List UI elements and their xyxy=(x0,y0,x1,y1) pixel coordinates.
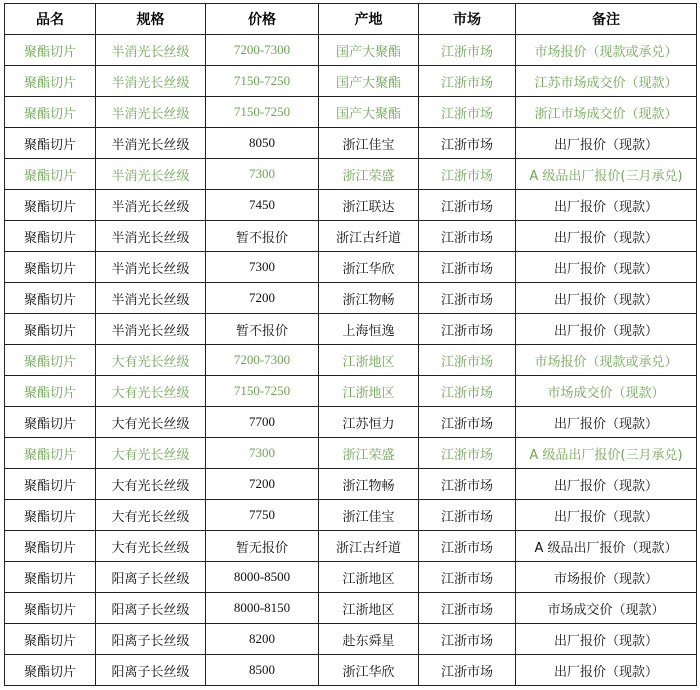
table-row xyxy=(5,314,697,345)
table-row xyxy=(5,35,697,66)
specification-cell: 半消光长丝级 xyxy=(96,221,206,252)
remarks-cell: 出厂报价（现款） xyxy=(516,469,697,500)
specification-cell: 阳离子长丝级 xyxy=(96,624,206,655)
market-cell: 江浙市场 xyxy=(419,190,516,221)
specification-cell: 半消光长丝级 xyxy=(96,252,206,283)
remarks-cell: 出厂报价（现款） xyxy=(516,252,697,283)
market-cell: 江浙市场 xyxy=(419,159,516,190)
market-cell: 江浙市场 xyxy=(419,345,516,376)
price-cell: 7300 xyxy=(206,159,319,190)
price-cell: 8050 xyxy=(206,128,319,159)
remarks-cell: 江苏市场成交价（现款） xyxy=(516,66,697,97)
price-cell: 8200 xyxy=(206,624,319,655)
product-name-cell: 聚酯切片 xyxy=(5,655,96,686)
product-name-cell: 聚酯切片 xyxy=(5,97,96,128)
product-name-cell: 聚酯切片 xyxy=(5,35,96,66)
market-cell: 江浙市场 xyxy=(419,66,516,97)
price-cell: 7300 xyxy=(206,252,319,283)
header-origin: 产地 xyxy=(319,4,419,35)
remarks-cell: 出厂报价（现款） xyxy=(516,190,697,221)
origin-cell: 国产大聚酯 xyxy=(319,97,419,128)
remarks-cell: A 级品出厂报价(三月承兑) xyxy=(516,159,697,190)
specification-cell: 大有光长丝级 xyxy=(96,531,206,562)
product-name-cell: 聚酯切片 xyxy=(5,159,96,190)
product-name-cell: 聚酯切片 xyxy=(5,283,96,314)
origin-cell: 江浙地区 xyxy=(319,345,419,376)
specification-cell: 半消光长丝级 xyxy=(96,283,206,314)
table-row xyxy=(5,159,697,190)
product-name-cell: 聚酯切片 xyxy=(5,190,96,221)
market-cell: 江浙市场 xyxy=(419,283,516,314)
origin-cell: 浙江佳宝 xyxy=(319,128,419,159)
product-name-cell: 聚酯切片 xyxy=(5,407,96,438)
origin-cell: 浙江古纤道 xyxy=(319,531,419,562)
origin-cell: 浙江物畅 xyxy=(319,469,419,500)
product-name-cell: 聚酯切片 xyxy=(5,376,96,407)
specification-cell: 半消光长丝级 xyxy=(96,66,206,97)
product-name-cell: 聚酯切片 xyxy=(5,562,96,593)
specification-cell: 大有光长丝级 xyxy=(96,500,206,531)
origin-cell: 浙江华欣 xyxy=(319,252,419,283)
price-table xyxy=(4,3,697,686)
origin-cell: 江苏恒力 xyxy=(319,407,419,438)
market-cell: 江浙市场 xyxy=(419,500,516,531)
price-cell: 7150-7250 xyxy=(206,97,319,128)
remarks-cell: A 级品出厂报价(三月承兑) xyxy=(516,438,697,469)
table-row xyxy=(5,345,697,376)
origin-cell: 江浙地区 xyxy=(319,562,419,593)
table-row xyxy=(5,655,697,686)
origin-cell: 浙江华欣 xyxy=(319,655,419,686)
product-name-cell: 聚酯切片 xyxy=(5,593,96,624)
table-header-row xyxy=(5,4,697,35)
origin-cell: 江浙地区 xyxy=(319,593,419,624)
table-row xyxy=(5,469,697,500)
specification-cell: 大有光长丝级 xyxy=(96,345,206,376)
remarks-cell: 市场报价（现款或承兑） xyxy=(516,345,697,376)
market-cell: 江浙市场 xyxy=(419,252,516,283)
market-cell: 江浙市场 xyxy=(419,314,516,345)
price-cell: 7200 xyxy=(206,469,319,500)
price-cell: 暂不报价 xyxy=(206,221,319,252)
market-cell: 江浙市场 xyxy=(419,221,516,252)
remarks-cell: 出厂报价（现款） xyxy=(516,655,697,686)
header-market: 市场 xyxy=(419,4,516,35)
origin-cell: 江浙地区 xyxy=(319,376,419,407)
price-cell: 8500 xyxy=(206,655,319,686)
market-cell: 江浙市场 xyxy=(419,35,516,66)
price-cell: 8000-8150 xyxy=(206,593,319,624)
price-cell: 7150-7250 xyxy=(206,376,319,407)
product-name-cell: 聚酯切片 xyxy=(5,469,96,500)
table-row xyxy=(5,624,697,655)
remarks-cell: 出厂报价（现款） xyxy=(516,128,697,159)
remarks-cell: 市场成交价（现款） xyxy=(516,376,697,407)
market-cell: 江浙市场 xyxy=(419,438,516,469)
price-cell: 8000-8500 xyxy=(206,562,319,593)
specification-cell: 阳离子长丝级 xyxy=(96,593,206,624)
table-row xyxy=(5,97,697,128)
table-row xyxy=(5,221,697,252)
market-cell: 江浙市场 xyxy=(419,128,516,159)
header-price: 价格 xyxy=(206,4,319,35)
table-row xyxy=(5,252,697,283)
price-cell: 7700 xyxy=(206,407,319,438)
remarks-cell: 市场成交价（现款） xyxy=(516,593,697,624)
remarks-cell: 出厂报价（现款） xyxy=(516,283,697,314)
remarks-cell: 浙江市场成交价（现款） xyxy=(516,97,697,128)
market-cell: 江浙市场 xyxy=(419,407,516,438)
product-name-cell: 聚酯切片 xyxy=(5,314,96,345)
header-product-name: 品名 xyxy=(5,4,96,35)
table-row xyxy=(5,500,697,531)
market-cell: 江浙市场 xyxy=(419,97,516,128)
specification-cell: 半消光长丝级 xyxy=(96,97,206,128)
remarks-cell: A 级品出厂报价（现款） xyxy=(516,531,697,562)
specification-cell: 大有光长丝级 xyxy=(96,438,206,469)
market-cell: 江浙市场 xyxy=(419,531,516,562)
remarks-cell: 市场报价（现款） xyxy=(516,562,697,593)
table-row xyxy=(5,531,697,562)
product-name-cell: 聚酯切片 xyxy=(5,128,96,159)
table-row xyxy=(5,190,697,221)
specification-cell: 半消光长丝级 xyxy=(96,35,206,66)
table-row xyxy=(5,128,697,159)
origin-cell: 浙江古纤道 xyxy=(319,221,419,252)
table-row xyxy=(5,283,697,314)
price-cell: 7750 xyxy=(206,500,319,531)
specification-cell: 大有光长丝级 xyxy=(96,407,206,438)
price-cell: 7200 xyxy=(206,283,319,314)
header-remarks: 备注 xyxy=(516,4,697,35)
price-cell: 7450 xyxy=(206,190,319,221)
product-name-cell: 聚酯切片 xyxy=(5,252,96,283)
product-name-cell: 聚酯切片 xyxy=(5,500,96,531)
product-name-cell: 聚酯切片 xyxy=(5,66,96,97)
product-name-cell: 聚酯切片 xyxy=(5,221,96,252)
origin-cell: 浙江联达 xyxy=(319,190,419,221)
specification-cell: 阳离子长丝级 xyxy=(96,562,206,593)
specification-cell: 大有光长丝级 xyxy=(96,469,206,500)
price-cell: 7300 xyxy=(206,438,319,469)
product-name-cell: 聚酯切片 xyxy=(5,531,96,562)
origin-cell: 国产大聚酯 xyxy=(319,66,419,97)
specification-cell: 半消光长丝级 xyxy=(96,128,206,159)
origin-cell: 浙江荣盛 xyxy=(319,159,419,190)
product-name-cell: 聚酯切片 xyxy=(5,438,96,469)
origin-cell: 国产大聚酯 xyxy=(319,35,419,66)
market-cell: 江浙市场 xyxy=(419,655,516,686)
table-body xyxy=(5,35,697,686)
table-row xyxy=(5,66,697,97)
market-cell: 江浙市场 xyxy=(419,593,516,624)
price-cell: 7200-7300 xyxy=(206,35,319,66)
table-row xyxy=(5,438,697,469)
remarks-cell: 市场报价（现款或承兑） xyxy=(516,35,697,66)
table-row xyxy=(5,376,697,407)
remarks-cell: 出厂报价（现款） xyxy=(516,407,697,438)
market-cell: 江浙市场 xyxy=(419,376,516,407)
product-name-cell: 聚酯切片 xyxy=(5,345,96,376)
table-row xyxy=(5,562,697,593)
specification-cell: 阳离子长丝级 xyxy=(96,655,206,686)
origin-cell: 浙江佳宝 xyxy=(319,500,419,531)
price-cell: 暂不报价 xyxy=(206,314,319,345)
market-cell: 江浙市场 xyxy=(419,562,516,593)
price-cell: 7150-7250 xyxy=(206,66,319,97)
table-row xyxy=(5,593,697,624)
market-cell: 江浙市场 xyxy=(419,469,516,500)
remarks-cell: 出厂报价（现款） xyxy=(516,314,697,345)
price-cell: 暂无报价 xyxy=(206,531,319,562)
specification-cell: 半消光长丝级 xyxy=(96,314,206,345)
remarks-cell: 出厂报价（现款） xyxy=(516,221,697,252)
specification-cell: 大有光长丝级 xyxy=(96,376,206,407)
header-specification: 规格 xyxy=(96,4,206,35)
remarks-cell: 出厂报价（现款） xyxy=(516,624,697,655)
market-cell: 江浙市场 xyxy=(419,624,516,655)
product-name-cell: 聚酯切片 xyxy=(5,624,96,655)
table-row xyxy=(5,407,697,438)
origin-cell: 浙江物畅 xyxy=(319,283,419,314)
specification-cell: 半消光长丝级 xyxy=(96,190,206,221)
price-cell: 7200-7300 xyxy=(206,345,319,376)
specification-cell: 半消光长丝级 xyxy=(96,159,206,190)
remarks-cell: 出厂报价（现款） xyxy=(516,500,697,531)
origin-cell: 浙江荣盛 xyxy=(319,438,419,469)
origin-cell: 上海恒逸 xyxy=(319,314,419,345)
origin-cell: 赴东舜星 xyxy=(319,624,419,655)
